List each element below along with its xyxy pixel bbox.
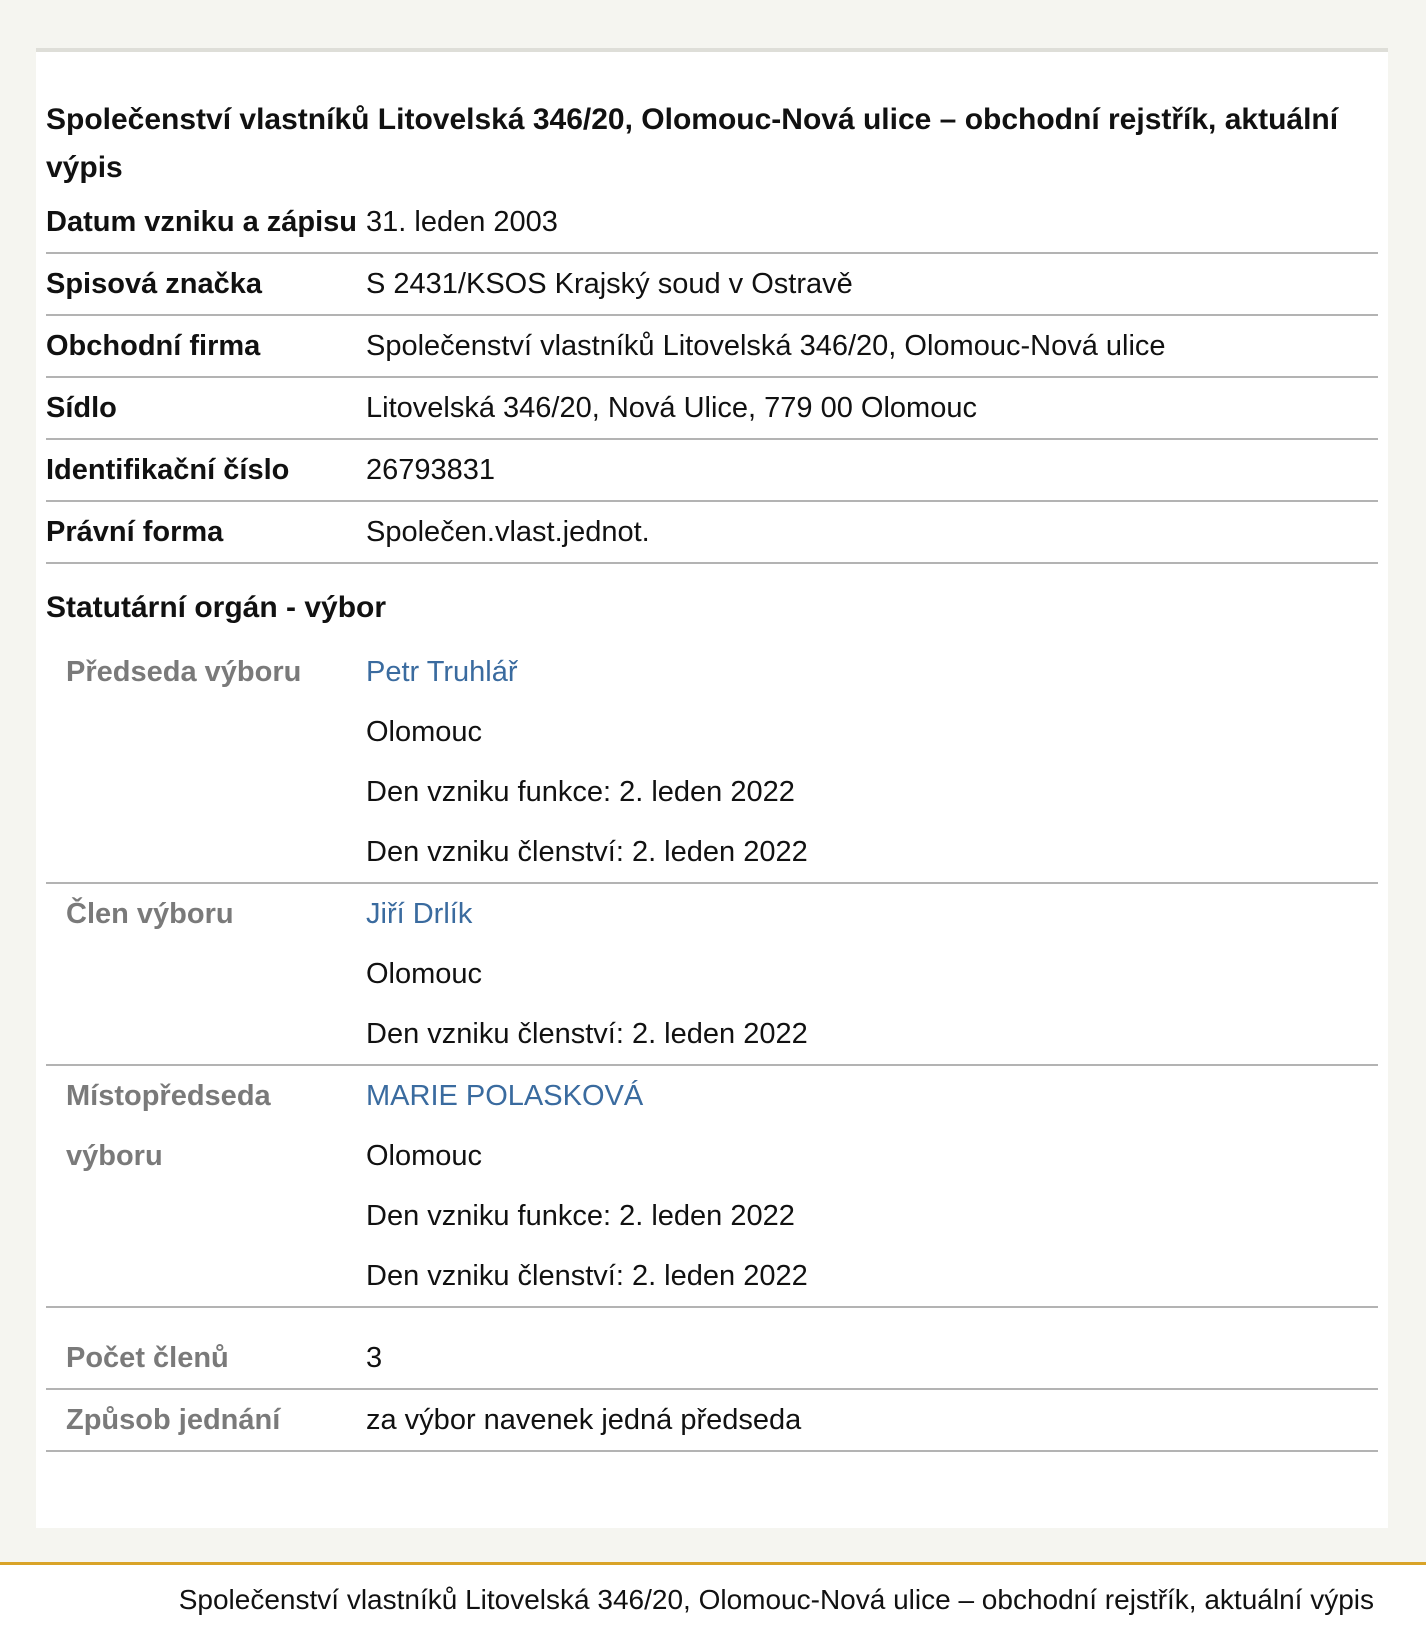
member-function-date: Den vzniku funkce: 2. leden 2022 — [366, 1200, 795, 1232]
member-chairman — [46, 642, 1378, 884]
member-name-link[interactable]: Petr Truhlář — [366, 656, 518, 688]
info-label: Sídlo — [46, 392, 117, 424]
info-label: Právní forma — [46, 516, 224, 548]
page-title: Společenství vlastníků Litovelská 346/20, Olomouc-Nová ulice – obchodní rejstřík, aktuální výpis — [46, 103, 1339, 184]
member-city: Olomouc — [366, 958, 483, 990]
member-count-row — [46, 1328, 1378, 1390]
member-role: Předseda výboru — [66, 656, 302, 688]
info-row-file-number — [46, 254, 1378, 316]
manner-value: za výbor navenek jedná předseda — [366, 1404, 802, 1436]
member-details — [366, 642, 1378, 882]
info-value: Společen.vlast.jednot. — [366, 516, 650, 548]
info-label: Obchodní firma — [46, 330, 261, 362]
member-membership-date: Den vzniku členství: 2. leden 2022 — [366, 1018, 808, 1050]
footer-bar — [0, 1562, 1426, 1636]
register-card — [36, 48, 1388, 1528]
info-label: Identifikační číslo — [46, 454, 290, 486]
member-name-link[interactable]: MARIE POLASKOVÁ — [366, 1080, 644, 1112]
member-board-member — [46, 884, 1378, 1066]
member-membership-date: Den vzniku členství: 2. leden 2022 — [366, 1260, 808, 1292]
member-vice-chairman — [46, 1066, 1378, 1308]
info-value: 26793831 — [366, 454, 496, 486]
manner-label: Způsob jednání — [66, 1404, 281, 1436]
member-membership-date: Den vzniku členství: 2. leden 2022 — [366, 836, 808, 868]
info-value: 31. leden 2003 — [366, 206, 558, 238]
info-value: Společenství vlastníků Litovelská 346/20, Olomouc-Nová ulice — [366, 330, 1166, 362]
member-details — [366, 1066, 1378, 1306]
member-count-label: Počet členů — [66, 1342, 229, 1374]
member-count-value: 3 — [366, 1342, 383, 1374]
info-label: Spisová značka — [46, 268, 262, 300]
statutory-heading: Statutární orgán - výbor — [46, 591, 387, 624]
member-name-link[interactable]: Jiří Drlík — [366, 898, 473, 930]
info-row-legal-form — [46, 502, 1378, 564]
manner-row — [46, 1390, 1378, 1452]
member-city: Olomouc — [366, 1140, 483, 1172]
info-value: Litovelská 346/20, Nová Ulice, 779 00 Olomouc — [366, 392, 977, 424]
info-row-business-name — [46, 316, 1378, 378]
info-row-company-id — [46, 440, 1378, 502]
footer-title: Společenství vlastníků Litovelská 346/20, Olomouc-Nová ulice – obchodní rejstřík, aktuální výpis — [178, 1584, 1374, 1615]
info-row-founding-date — [46, 192, 1378, 254]
info-row-seat — [46, 378, 1378, 440]
info-value: S 2431/KSOS Krajský soud v Ostravě — [366, 268, 853, 300]
spacer — [46, 1308, 1378, 1328]
member-details — [366, 884, 1378, 1064]
member-function-date: Den vzniku funkce: 2. leden 2022 — [366, 776, 795, 808]
member-city: Olomouc — [366, 716, 483, 748]
info-label: Datum vzniku a zápisu — [46, 206, 358, 238]
member-role: Člen výboru — [66, 898, 234, 930]
member-role: Místopředseda výboru — [66, 1080, 271, 1172]
